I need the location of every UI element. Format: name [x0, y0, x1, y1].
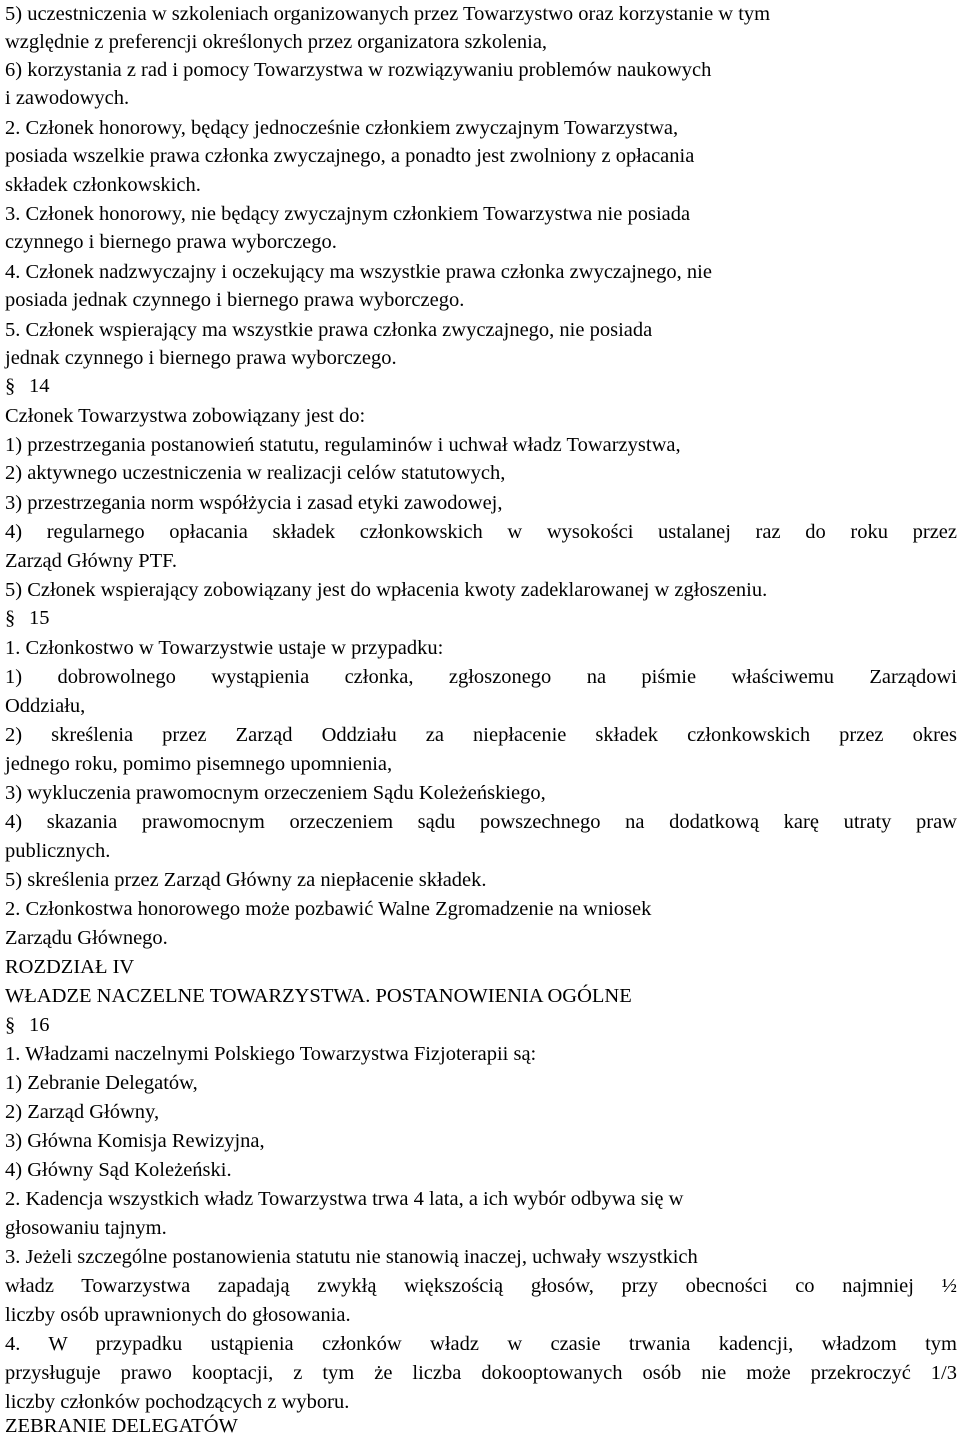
text-line: 5) Członek wspierający zobowiązany jest do wpłacenia kwoty zadeklarowanej w zgłoszeniu.: [5, 579, 768, 601]
text-line: 1) dobrowolnego wystąpienia członka, zgłoszonego na piśmie właściwemu Zarządowi: [5, 666, 957, 688]
text-line: 2) Zarząd Główny,: [5, 1101, 160, 1123]
text-line: 2. Członkostwa honorowego może pozbawić Walne Zgromadzenie na wniosek: [5, 898, 652, 920]
text-line: Członek Towarzystwa zobowiązany jest do:: [5, 405, 366, 427]
section-sign: §: [5, 607, 16, 629]
text-line: przysługuje prawo kooptacji, z tym że liczba dokooptowanych osób nie może przekroczyć 1/3: [5, 1362, 957, 1384]
text-line: 1. Władzami naczelnymi Polskiego Towarzystwa Fizjoterapii są:: [5, 1043, 537, 1065]
text-line: posiada wszelkie prawa członka zwyczajnego, a ponadto jest zwolniony z opłacania: [5, 145, 695, 167]
text-line: 2. Członek honorowy, będący jednocześnie członkiem zwyczajnym Towarzystwa,: [5, 117, 679, 139]
section-number: 14: [29, 375, 50, 397]
text-line: 1. Członkostwo w Towarzystwie ustaje w przypadku:: [5, 637, 444, 659]
section-heading-14: [5, 372, 50, 400]
text-line: 3) przestrzegania norm współżycia i zasad etyki zawodowej,: [5, 492, 503, 514]
section-number: 16: [29, 1014, 50, 1036]
text-line: 1) przestrzegania postanowień statutu, regulaminów i uchwał władz Towarzystwa,: [5, 434, 681, 456]
text-line: 1) Zebranie Delegatów,: [5, 1072, 198, 1094]
text-line: 4. Członek nadzwyczajny i oczekujący ma wszystkie prawa członka zwyczajnego, nie: [5, 261, 712, 283]
text-line: składek członkowskich.: [5, 174, 201, 196]
text-line: jednego roku, pomimo pisemnego upomnienia,: [5, 753, 393, 775]
section-sign: §: [5, 1014, 16, 1036]
chapter-title: ROZDZIAŁ IV: [5, 956, 135, 978]
section-sign: §: [5, 375, 16, 397]
text-line: 3. Jeżeli szczególne postanowienia statutu nie stanowią inaczej, uchwały wszystkich: [5, 1246, 698, 1268]
text-line: liczby osób uprawnionych do głosowania.: [5, 1304, 351, 1326]
text-line: względnie z preferencji określonych przez organizatora szkolenia,: [5, 31, 548, 53]
document-page: [5, 0, 957, 1440]
section-title-zebranie-delegatow: ZEBRANIE DELEGATÓW: [5, 1415, 238, 1437]
text-line: czynnego i biernego prawa wyborczego.: [5, 231, 337, 253]
text-line: 2. Kadencja wszystkich władz Towarzystwa trwa 4 lata, a ich wybór odbywa się w: [5, 1188, 684, 1210]
text-line: 4) skazania prawomocnym orzeczeniem sądu powszechnego na dodatkową karę utraty praw: [5, 811, 957, 833]
text-line: 2) skreślenia przez Zarząd Oddziału za niepłacenie składek członkowskich przez okres: [5, 724, 957, 746]
text-line: głosowaniu tajnym.: [5, 1217, 167, 1239]
text-line: 6) korzystania z rad i pomocy Towarzystwa w rozwiązywaniu problemów naukowych: [5, 59, 712, 81]
text-line: posiada jednak czynnego i biernego prawa wyborczego.: [5, 289, 465, 311]
text-line: 4. W przypadku ustąpienia członków władz w czasie trwania kadencji, władzom tym: [5, 1333, 957, 1355]
text-line: publicznych.: [5, 840, 111, 862]
section-number: 15: [29, 607, 50, 629]
text-line: Zarząd Główny PTF.: [5, 550, 178, 572]
text-line: władz Towarzystwa zapadają zwykłą większością głosów, przy obecności co najmniej ½: [5, 1275, 957, 1297]
section-heading-15: [5, 604, 50, 632]
text-line: 4) Główny Sąd Koleżeński.: [5, 1159, 232, 1181]
text-line: 5) uczestniczenia w szkoleniach organizowanych przez Towarzystwo oraz korzystanie w tym: [5, 3, 771, 25]
text-line: 3. Członek honorowy, nie będący zwyczajnym członkiem Towarzystwa nie posiada: [5, 203, 691, 225]
text-line: 3) Główna Komisja Rewizyjna,: [5, 1130, 265, 1152]
section-heading-16: [5, 1011, 50, 1039]
text-line: liczby członków pochodzących z wyboru.: [5, 1391, 350, 1413]
text-line: 2) aktywnego uczestniczenia w realizacji celów statutowych,: [5, 462, 506, 484]
text-line: jednak czynnego i biernego prawa wyborczego.: [5, 347, 397, 369]
text-line: Zarządu Głównego.: [5, 927, 168, 949]
text-line: i zawodowych.: [5, 87, 130, 109]
chapter-subtitle: WŁADZE NACZELNE TOWARZYSTWA. POSTANOWIENIA OGÓLNE: [5, 985, 632, 1007]
text-line: 3) wykluczenia prawomocnym orzeczeniem Sądu Koleżeńskiego,: [5, 782, 546, 804]
text-line: 4) regularnego opłacania składek członkowskich w wysokości ustalanej raz do roku przez: [5, 521, 957, 543]
text-line: 5) skreślenia przez Zarząd Główny za niepłacenie składek.: [5, 869, 487, 891]
text-line: Oddziału,: [5, 695, 86, 717]
text-line: 5. Członek wspierający ma wszystkie prawa członka zwyczajnego, nie posiada: [5, 319, 653, 341]
